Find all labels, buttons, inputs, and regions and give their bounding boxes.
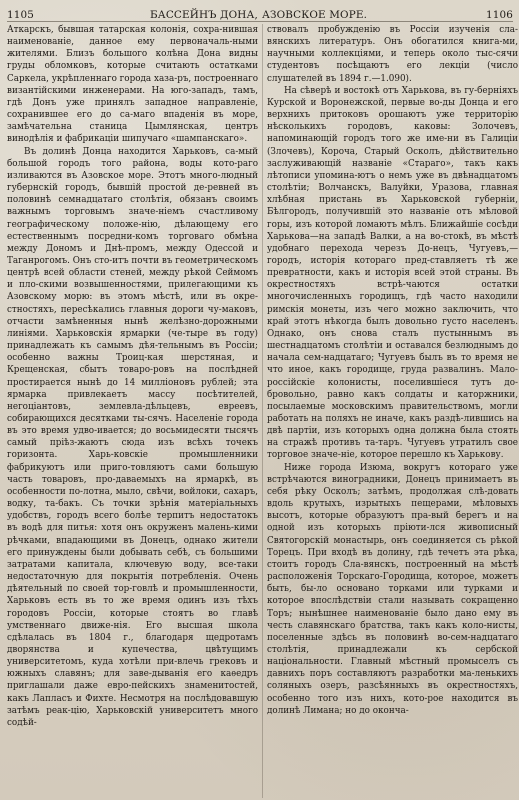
right-paragraph-3: Ниже города Изюма, вокругъ котораго уже встрѣчаются виноградники, Донецъ принимаетъ въ себя рѣку Осколъ; затѣмъ, продолжая слѣ-довать вдоль крутыхъ, изрытыхъ пещерами, мѣловыхъ высотъ, которые образуютъ пра-вый берегъ и на одной изъ которыхъ пріюти-лся живописный Святогорскій монастырь, онъ соединяется съ рѣкой Торецъ. При входѣ въ долину, гдѣ течетъ эта рѣка, стоитъ городъ Сла-вянскъ, построенный на мѣстѣ расположенія Торскаго-Городища, которое, можетъ быть, бы-ло основано торками или турками и которое впослѣдствіи стали называть сокращенно Торъ; нынѣшнее наименованіе было дано ему въ честь славянскаго братства, такъ какъ коло-нисты, поселенные здѣсь въ половинѣ во-сем-надцатаго столѣтія, принадлежали къ сербской національности. Главный мѣстный промыселъ съ давнихъ поръ составляютъ разработки ма-ленькихъ соляныхъ озеръ, разсѣянныхъ въ окрестностяхъ, особенно того изъ нихъ, кото-рое находится въ долинѣ Лимана; но до оконча- <box>267 462 518 716</box>
left-paragraph-1: Аткарскъ, бывшая татарская колонія, сохра-нившая наименованіе, данное ему первоначаль-ными жителями. Близъ большого колѣна Дона видны груды обломковъ, которые считають остатками Саркела, укрѣпленнаго города хаза-ръ, построеннаго византійскими инженерами. На юго-западъ, тамъ, гдѣ Донъ уже принялъ западное направленіе, сохранившее его до са-маго впаденія въ море, замѣчательна станица Цымлянская, центръ винодѣлія и фабрикаціи шипучаго «шампанскаго». <box>7 25 258 145</box>
page-number-left: 1105 <box>7 8 35 21</box>
left-paragraph-2: Въ долинѣ Донца находится Харьковъ, са-мый большой городъ того района, воды кото-раго изливаются въ Азовское море. Этотъ много-людный губернскій городъ, бывшій простой де-ревней въ половинѣ семнадцатаго столѣтія, обязанъ своимъ важнымъ торговымъ значе-ніемъ счастливому географическому положе-нію, дѣлающему его естественнымъ посредни-комъ торговаго обмѣна между Дономъ и Днѣ-промъ, между Одессой и Таганрогомъ. Онъ сто-итъ почти въ геометрическомъ центрѣ всей области стеней, между рѣкой Сеймомъ и пло-скими возвышенностями, прилегающими къ Азовскому морю: въ этомъ мѣстѣ, или въ окре-стностяхъ, пересѣкались главныя дороги чу-маковъ, отчасти замѣненныя нынѣ желѣзно-дорожными линіями. Харьковскія ярмарки (че-тыре въ году) принадлежать къ самымъ дѣя-тельнымъ въ Россіи; особенно важны Троиц-кая шерстяная, и Крещенская, сбытъ товаро-ровъ на послѣдней простирается нынѣ до 14 милліоновъ рублей; эта ярмарка привлекаетъ массу посѣтителей, негоціантовъ, землевла-дѣльцевъ, евреевъ, собирающихся десятками ты-сячъ. Населеніе города въ это время удво-ивается; до восьмидесяти тысячъ самый пріѣз-жаютъ сюда изъ всѣхъ точекъ горизонта. Харь-ковскіе промышленники фабрикуютъ или приго-товляютъ сами большую часть товаровъ, про-даваемыхъ на ярмаркѣ, въ особенности по-лотна, мыло, свѣчи, войлоки, сахаръ, водку, та-бакъ. Съ точки зрѣнія матеріальныхъ удобствъ, городъ всего болѣе терпитъ недостатокъ въ водѣ для питья: хотя онъ окруженъ малень-кими рѣчками, впадающими въ Донецъ, однако жители его принуждены были добывать себѣ, съ большими затратами капитала, ключевую воду, все-таки недостаточную для покрытія потребленія. Очень дѣятельный по своей тор-говлѣ и промышленности, Харьковъ есть въ то же время одинъ изъ тѣхъ городовъ Россіи, которые стоятъ во главѣ умственнаго движе-нія. Его высшая школа сдѣлалась въ 1804 г., благодаря щедротамъ дворянства и купечества, цвѣтущимъ университетомъ, куда хотѣли при-влечь грековъ и южныхъ славянъ; для заве-дыванія его каѳедръ приглашали даже евро-пейскихъ знаменитостей, какъ Лапласъ и Фихте. Несмотря на послѣдовавшую затѣмъ реак-цію, Харьковскій университетъ много содѣй- <box>7 146 258 728</box>
right-paragraph-1: ствовалъ пробужденію въ Россіи изученія сла-вянскихъ литературъ. Онъ обогатился книга-ми, научными коллекціями, и теперь около тыс-сячи студентовъ посѣщаютъ его лекціи (число слушателей въ 1894 г.—1.090). <box>267 25 518 84</box>
page-number-right: 1106 <box>485 8 513 21</box>
running-title-left: БАССЕЙНЪ ДОНА, <box>150 8 258 21</box>
right-column <box>267 24 518 798</box>
column-divider <box>262 24 263 798</box>
left-column <box>7 24 258 798</box>
running-title-right: АЗОВСКОЕ МОРЕ. <box>262 8 368 21</box>
text-columns <box>7 24 518 798</box>
right-paragraph-2: На сѣверѣ и востокѣ отъ Харькова, въ гу-берніяхъ Курской и Воронежской, первые во-ды Донца и его верхнихъ притоковъ орошаютъ уже территорію нѣсколькихъ городовъ, каковы: Золочевъ, напоминающій городъ того же име-ни въ Галиціи (Злочевъ), Короча, Старый Осколъ, дѣйствительно заслуживающій названіе «Стараго», такъ какъ лѣтописи упомина-ютъ о немъ уже въ двѣнадцатомъ столѣтіи; Волчанскъ, Валуйки, Уразова, главная хлѣбная пристань въ Харьковской губерніи, Бѣлгородъ, получившій это названіе отъ мѣловой горы, изъ которой ломаютъ мѣлъ. Ближайшіе сосѣди Харькова—на западѣ Валки, а на во-стокѣ, въ мѣстѣ удобнаго перехода черезъ До-нецъ, Чугуевъ,—городъ, исторія котораго пред-ставляетъ тѣ же превратности, какъ и исторія всей этой страны. Въ окрестностяхъ встрѣ-чаются остатки многочисленныхъ городищъ, гдѣ часто находили римскія монеты, изъ чего можно заключить, что край этотъ нѣкогда былъ довольно густо населенъ. Однако, онъ снова сталъ пустыннымъ въ шестнадцатомъ столѣтіи и оставался безлюднымъ до начала сем-надцатаго; Чугуевъ былъ въ то время не что иное, какъ городище, груда развалинъ. Мало-россійскіе колонисты, поселившіеся тутъ до-бровольно, равно какъ солдаты и каторжники, посылаемые московскимъ правительствомъ, могли работать на поляхъ не иначе, какъ раздѣ-лившись на двѣ партіи, изъ которыхъ одна должна была стоять на стражѣ противъ та-таръ. Чугуевъ утратилъ свое торговое значе-ніе, которое перешло къ Харькову. <box>267 85 518 461</box>
page-header <box>7 4 513 22</box>
